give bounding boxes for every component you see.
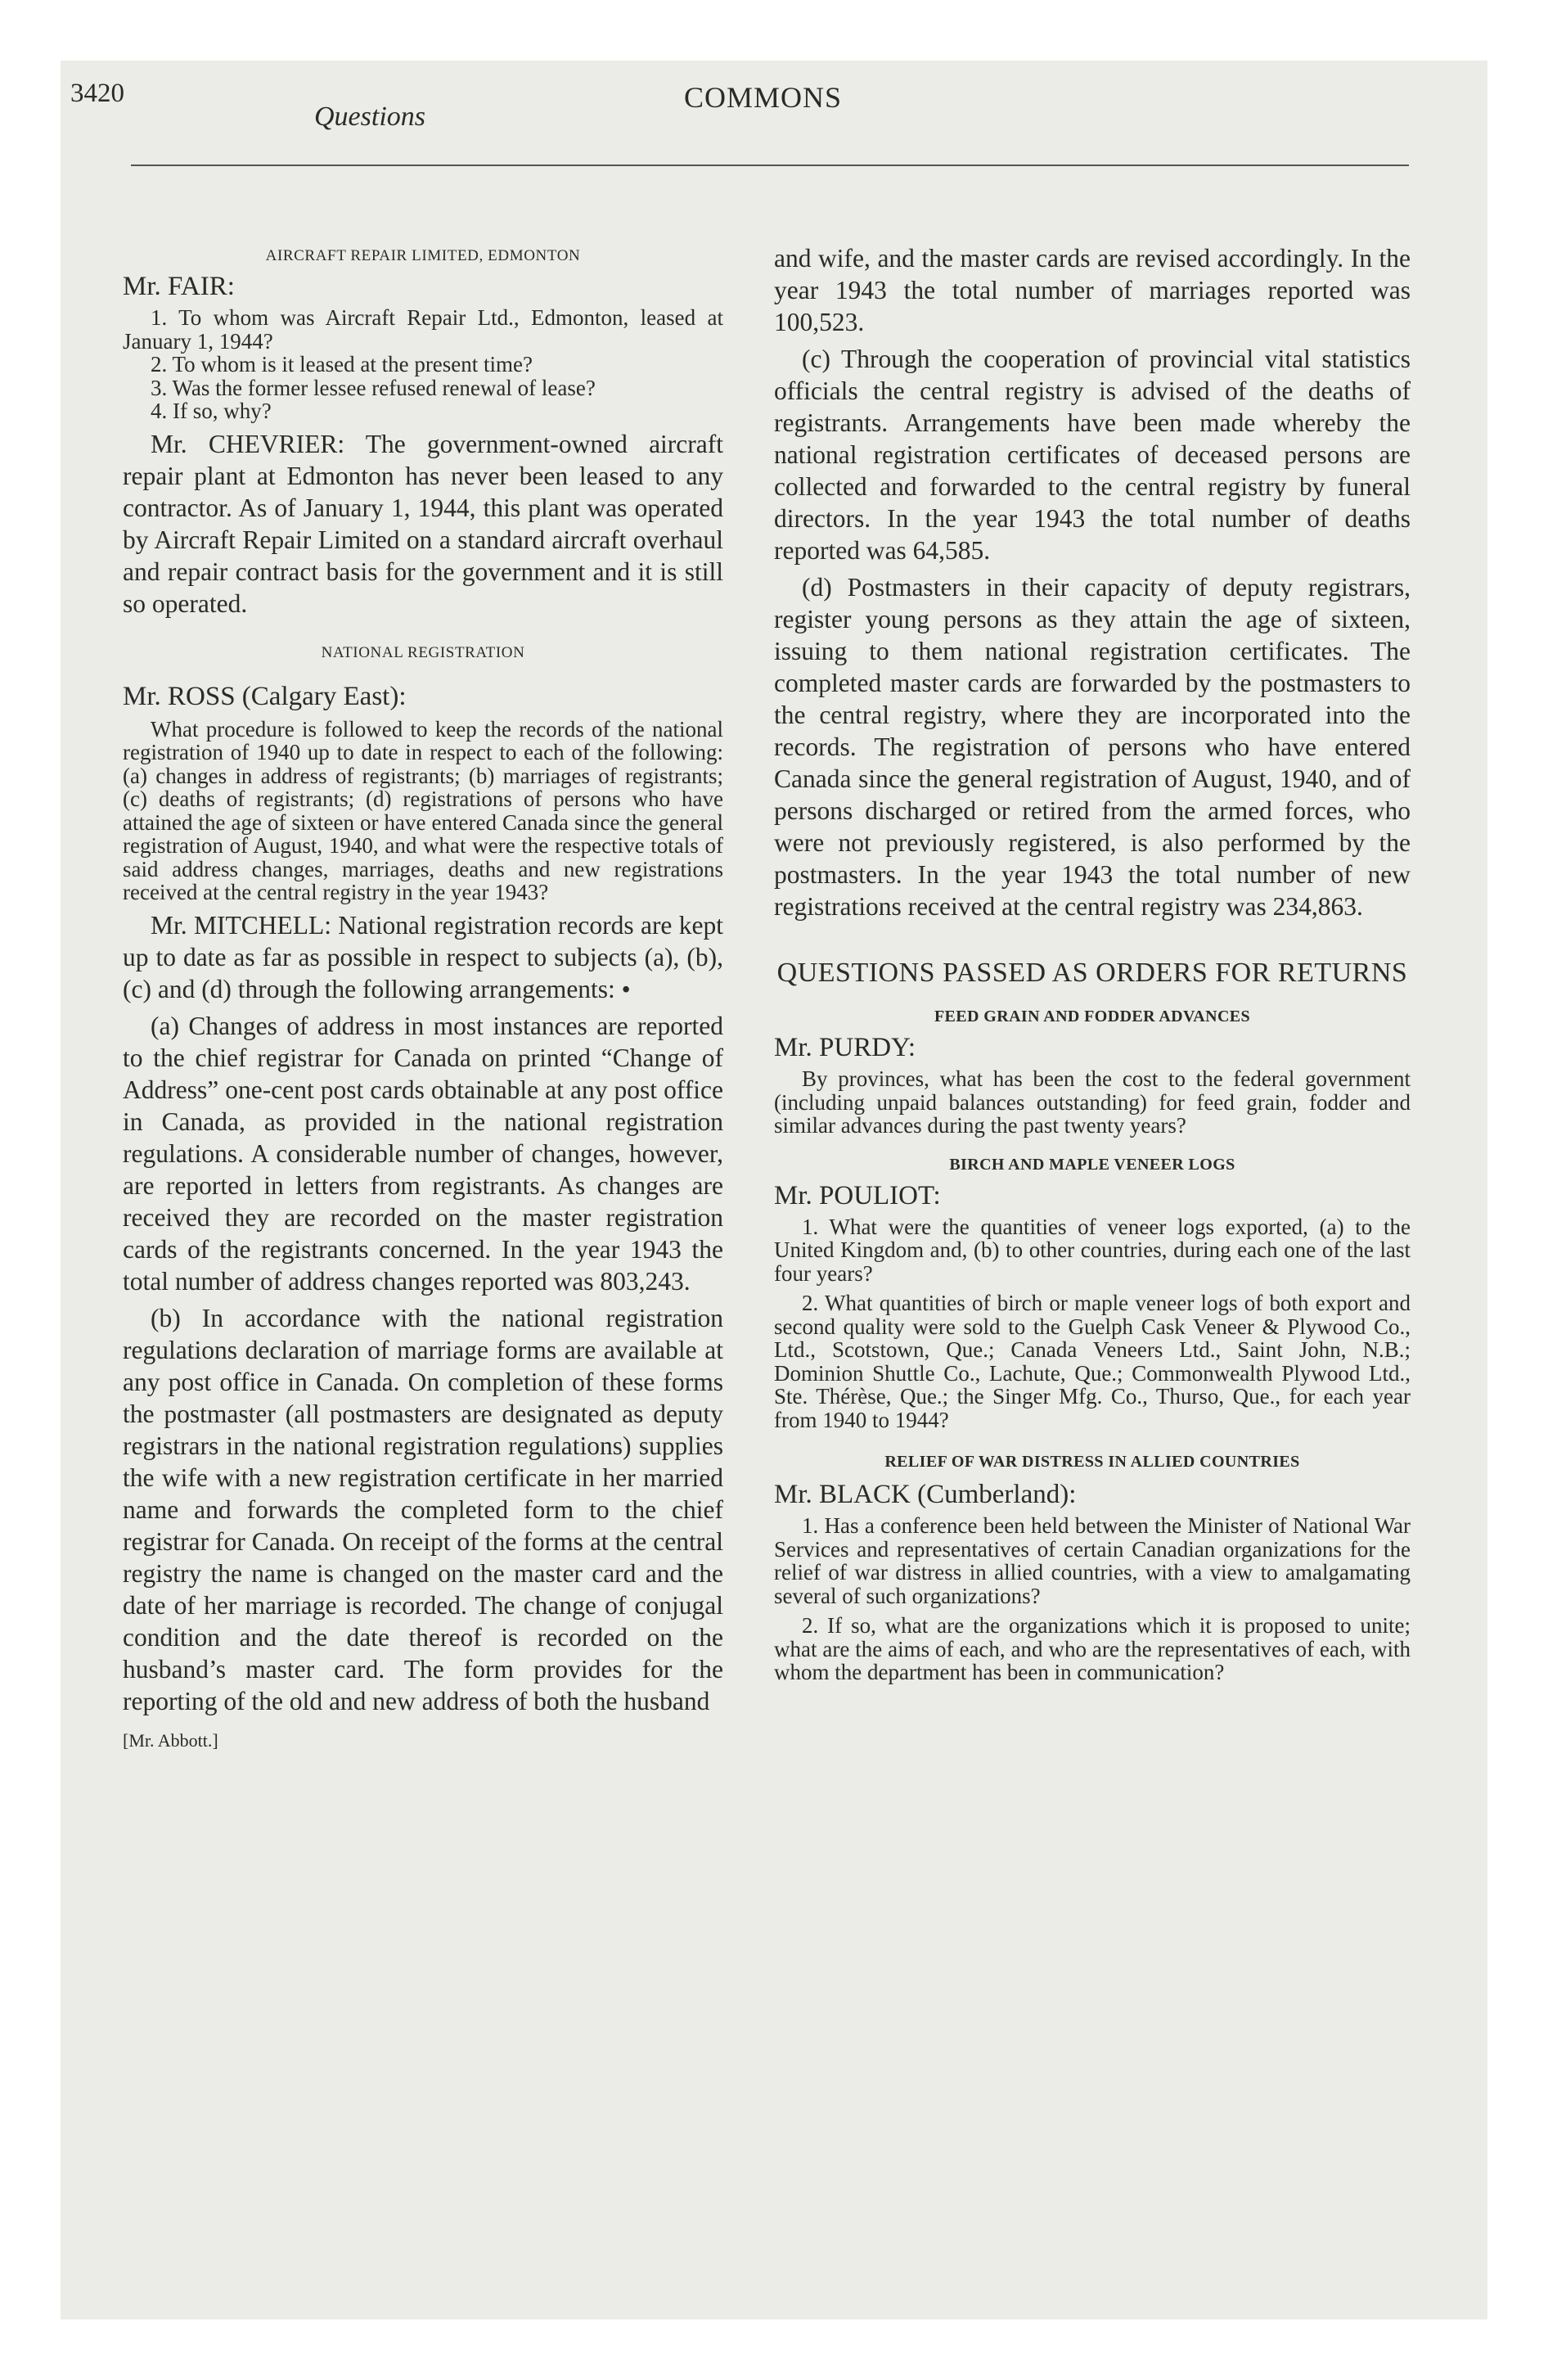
question-3: 3. Was the former lessee refused renewal of lease?: [151, 375, 596, 400]
question-1: 1. To whom was Aircraft Repair Ltd., Edmonton, leased at January 1, 1944?: [123, 305, 723, 354]
answer-chevrier: Mr. CHEVRIER: The government-owned aircraft repair plant at Edmonton has never been leased to any contractor. As of January 1, 1944, this plant was operated by Aircraft Repair Limited on a standard aircraft overhaul and repair contract basis for the government and it is still so operated.: [123, 429, 723, 618]
left-column: [123, 221, 723, 1751]
running-section: Questions: [314, 101, 425, 132]
answer-marriages: (b) In accordance with the national registration regulations declaration of marriage forms are available at any post office in Canada. On completion of these forms the postmaster (all postmasters are designated as deputy registrars in the national registration regulations) supplies the wife with a new registration certificate in her married name and forwards the completed form to the chief registrar for Canada. On receipt of the forms at the central registry the name is changed on the master card and the date of her marriage is recorded. The change of conjugal condition and the date thereof is recorded on the husband’s master card. The form provides for the reporting of the old and new address of both the husband: [123, 1303, 723, 1715]
answer-new-registrations: (d) Postmasters in their capacity of deputy registrars, register young persons as they attain the age of sixteen, issuing to them national registration certificates. The completed master cards are forwarded by the postmasters to the central registry, where they are incorporated into the records. The registration of persons who have entered Canada since the general registration of August, 1940, and of persons discharged or retired from the armed forces, who were not previously registered, is also performed by the postmasters. In the year 1943 the total number of new registrations received at the central registry was 234,863.: [774, 573, 1411, 921]
heading-feed-grain: FEED GRAIN AND FODDER ADVANCES: [934, 1007, 1251, 1025]
speaker-pouliot: Mr. POULIOT:: [774, 1180, 941, 1210]
right-column: [774, 242, 1411, 1684]
question-veneer-1: 1. What were the quantities of veneer logs exported, (a) to the United Kingdom and, (b) to other countries, during each one of the last four years?: [774, 1214, 1411, 1286]
answer-mitchell: Mr. MITCHELL: National registration records are kept up to date as far as possible in respect to subjects (a), (b), (c) and (d) through the following arrangements: •: [123, 910, 723, 1003]
question-feed-grain: By provinces, what has been the cost to the federal government (including unpaid balances outstanding) for feed grain, fodder and similar advances during the past twenty years?: [774, 1066, 1411, 1138]
header-rule: [131, 165, 1409, 166]
footer-note: [Mr. Abbott.]: [123, 1729, 218, 1751]
question-4: 4. If so, why?: [151, 399, 272, 423]
answer-address-changes: (a) Changes of address in most instances are reported to the chief registrar for Canada on printed “Change of Address” one-cent post cards obtainable at any post office in Canada, as provided in the national registration regulations. A considerable number of changes, however, are reported in letters from registrants. As changes are received they are recorded on the master registration cards of the registrants concerned. In the year 1943 the total number of address changes reported was 803,243.: [123, 1011, 723, 1296]
speaker-black: Mr. BLACK (Cumberland):: [774, 1480, 1077, 1509]
page-number: 3420: [70, 79, 124, 108]
heading-war-distress: RELIEF OF WAR DISTRESS IN ALLIED COUNTRIES: [884, 1453, 1300, 1471]
question-registration: What procedure is followed to keep the records of the national registration of 1940 up to date in respect to each of the following: (a) changes in address of registrants; (b) marriages of registrants; (c) deaths of registrants; (d) registrations of persons who have attained the age of sixteen or have entered Canada since the general registration of August, 1940, and what were the respective totals of said address changes, marriages, deaths and new registrations received at the central registry in the year 1943?: [123, 716, 723, 904]
question-2: 2. To whom is it leased at the present time?: [151, 352, 533, 376]
heading-veneer-logs: BIRCH AND MAPLE VENEER LOGS: [949, 1155, 1235, 1174]
question-war-distress-2: 2. If so, what are the organizations which it is proposed to unite; what are the aims of each, and who are the representatives of each, with whom the department has been in communication?: [774, 1613, 1411, 1684]
speaker-ross: Mr. ROSS (Calgary East):: [123, 681, 407, 711]
speaker-purdy: Mr. PURDY:: [774, 1033, 916, 1062]
section-title-orders: QUESTIONS PASSED AS ORDERS FOR RETURNS: [776, 958, 1408, 988]
question-veneer-2: 2. What quantities of birch or maple veneer logs of both export and second quality were sold to the Guelph Cask Veneer & Plywood Co., Ltd., Scotstown, Que.; Canada Veneers Ltd., Saint John, N.B.; Dominion Shuttle Co., Lachute, Que.; Commonwealth Plywood Ltd., Ste. Thérèse, Que.; the Singer Mfg. Co., Thurso, Que., for each year from 1940 to 1944?: [774, 1291, 1411, 1432]
heading-national-registration: NATIONAL REGISTRATION: [321, 643, 525, 661]
running-title: COMMONS: [684, 81, 843, 114]
heading-aircraft-repair: AIRCRAFT REPAIR LIMITED, EDMONTON: [265, 247, 581, 264]
answer-deaths: (c) Through the cooperation of provincial vital statistics officials the central registry is advised of the deaths of registrants. Arrangements have been made whereby the national registration certificates of deceased persons are collected and forwarded to the central registry by funeral directors. In the year 1943 the total number of deaths reported was 64,585.: [774, 345, 1411, 565]
question-war-distress-1: 1. Has a conference been held between the Minister of National War Services and representatives of certain Canadian organizations for the relief of war distress in allied countries, with a view to amalgamating several of such organizations?: [774, 1513, 1411, 1608]
continued-marriages: and wife, and the master cards are revised accordingly. In the year 1943 the total number of marriages reported was 100,523.: [774, 244, 1411, 336]
speaker-fair: Mr. FAIR:: [123, 272, 235, 301]
